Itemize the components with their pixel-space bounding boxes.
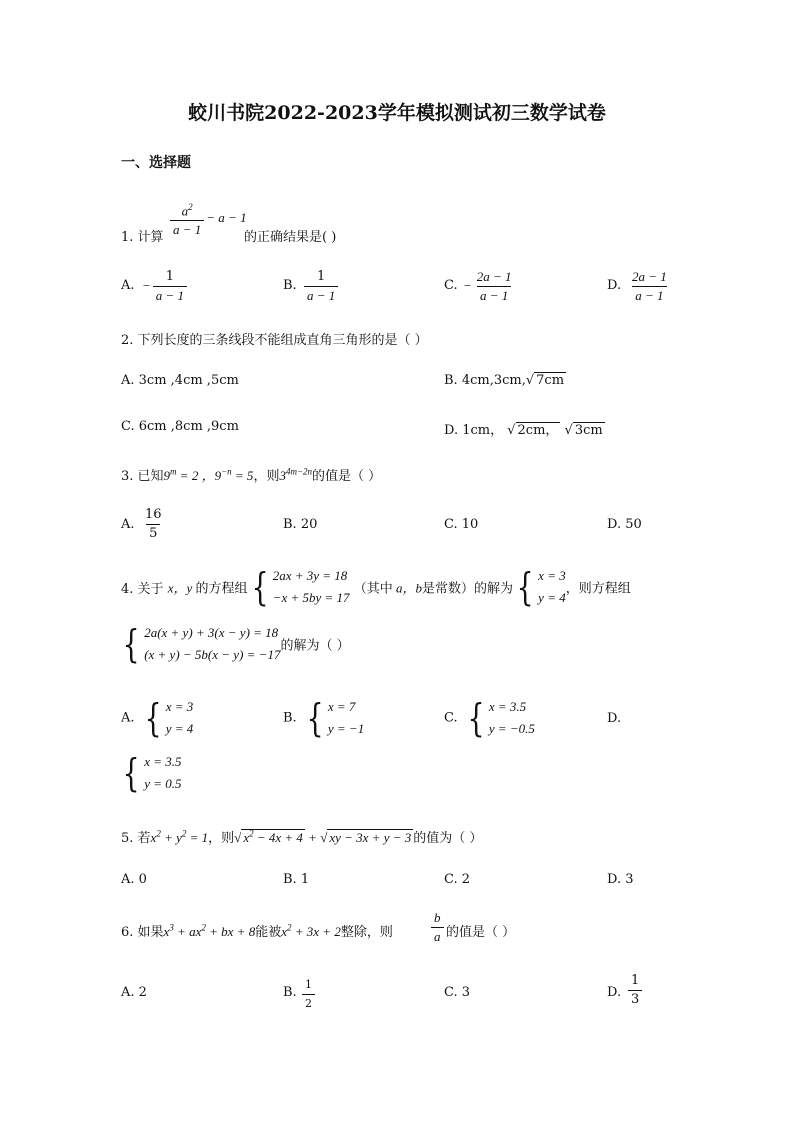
q1-a-math: − $\frac{1}{a - 1}$ xyxy=(142,268,189,305)
q1-expression: $\frac{a^2}{a - 1}$ − a − 1 xyxy=(168,198,247,239)
q4-option-c[interactable]: C. { x = 3.5 y = −0.5 xyxy=(444,696,535,740)
q4-d-math: { x = 3.5 y = 0.5 xyxy=(122,751,182,795)
q5-option-c[interactable]: C. 2 xyxy=(444,872,471,887)
question-3: 3. 已知$9^m = 2$ ，$9^{-n} = 5$，则$3^{4m-2n}$的值是（ ） xyxy=(121,466,382,484)
q3-option-d[interactable]: D. 50 xyxy=(607,517,642,532)
q6-option-c[interactable]: C. 3 xyxy=(444,985,471,1000)
q3-option-b[interactable]: B. 20 xyxy=(283,517,318,532)
q5-option-a[interactable]: A. 0 xyxy=(121,872,147,887)
q1-b-math: $\frac{1}{a - 1}$ xyxy=(302,268,340,305)
q4-option-d[interactable]: D. xyxy=(607,711,622,726)
q1-option-d[interactable]: D. xyxy=(607,278,622,293)
question-2: 2. 下列长度的三条线段不能组成直角三角形的是（ ） xyxy=(121,333,428,348)
q5-option-b[interactable]: B. 1 xyxy=(283,872,310,887)
page-title: 蛟川书院2022-2023学年模拟测试初三数学试卷 xyxy=(188,102,606,124)
q2-option-a[interactable]: A. 3cm ,4cm ,5cm xyxy=(121,373,239,388)
q3-option-a[interactable]: A. xyxy=(121,517,135,532)
q1-c-math: − $\frac{2a - 1}{a - 1}$ xyxy=(463,269,512,303)
q6-tail: 的值是（ ） xyxy=(446,925,516,940)
q2-option-c[interactable]: C. 6cm ,8cm ,9cm xyxy=(121,419,239,434)
q4-system: { 2a(x + y) + 3(x − y) = 18 (x + y) − 5b(x − y) = −17 的解为（ ） xyxy=(122,622,350,666)
question-1: 1. 计算 xyxy=(121,230,164,245)
q1-option-c[interactable]: C. xyxy=(444,278,458,293)
q1-option-a[interactable]: A. xyxy=(121,278,135,293)
q3-a-math: $\frac{16}{5}$ xyxy=(145,507,162,541)
q5-option-d[interactable]: D. 3 xyxy=(607,872,634,887)
question-5: 5. 若$x^2 + y^2 = 1$，则√ $x^2 - 4x + 4$ + √ xy − 3x + y − 3 的值为（ ） xyxy=(121,828,483,846)
question-4: 4. 关于 x，y 的方程组 { 2ax + 3y = 18 −x + 5by = 17 （其中 a，b是常数）的解为 { x = 3 y = 4 ，则方程组 xyxy=(121,565,631,609)
q4-option-b[interactable]: B. { x = 7 y = −1 xyxy=(283,696,365,740)
q6-option-d[interactable]: D. xyxy=(607,985,622,1000)
q1-d-math: $\frac{2a - 1}{a - 1}$ xyxy=(632,269,667,303)
q1-tail: 的正确结果是( ) xyxy=(244,230,337,245)
q6-fraction: $\frac{b}{a}$ xyxy=(429,909,446,946)
q1-option-b[interactable]: B. xyxy=(283,278,297,293)
q6-option-a[interactable]: A. 2 xyxy=(121,985,147,1000)
q3-option-c[interactable]: C. 10 xyxy=(444,517,479,532)
question-6: 6. 如果$x^3 + ax^2$ + bx + 8能被$x^2 + 3x + 2$整除，则 xyxy=(121,922,393,940)
q6-b-math: $\frac{1}{2}$ xyxy=(300,976,317,1013)
q4-option-a[interactable]: A. { x = 3 y = 4 xyxy=(121,696,194,740)
q6-d-math: $\frac{1}{3}$ xyxy=(626,972,644,1009)
section-heading: 一、选择题 xyxy=(121,155,191,171)
q2-option-d[interactable]: D. 1cm， √ 2cm， √ 3cm xyxy=(444,423,603,438)
q2-option-b[interactable]: B. 4cm,3cm,√ 7cm xyxy=(444,373,565,388)
q6-option-b[interactable]: B. xyxy=(283,985,297,1000)
